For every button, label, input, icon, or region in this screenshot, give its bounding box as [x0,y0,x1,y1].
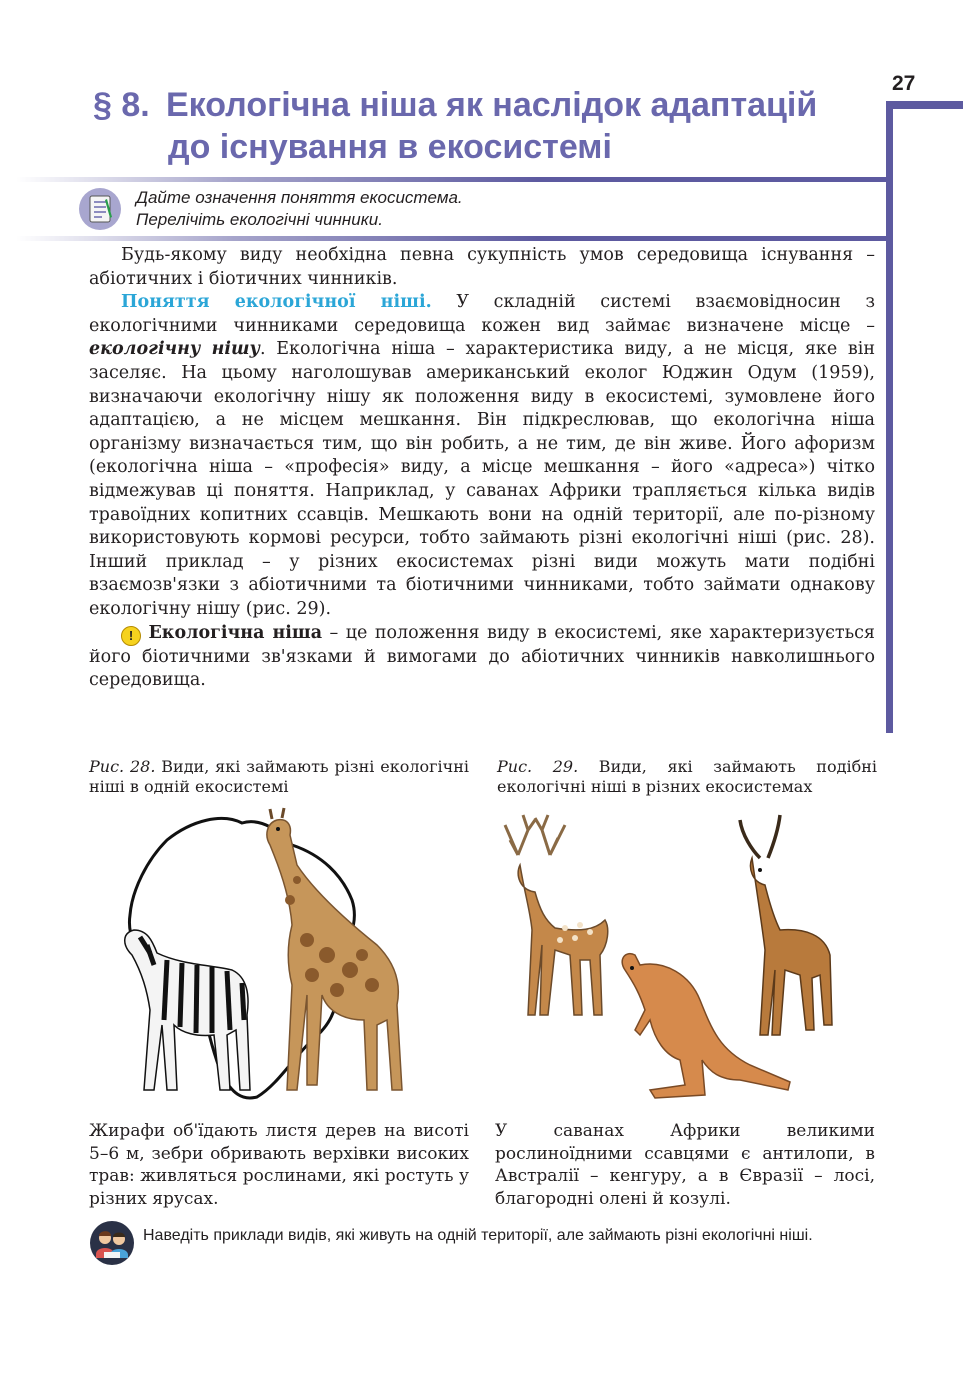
paragraph-definition [89,622,875,693]
corner-bar-horizontal [886,101,963,109]
figure-28-illustration [92,805,470,1105]
divider-top [16,177,886,182]
page-number: 27 [892,72,916,95]
review-question-1: Дайте означення поняття екосистема. [136,188,463,207]
section-title [93,84,873,168]
review-questions [136,187,463,231]
paragraph-niche-part-1: У складній системі взаємовідносин з екологічними чинниками середовища кожен вид займає визначене місце – [89,292,875,336]
checklist-icon [78,187,122,231]
figure-29-caption [497,757,877,797]
figure-29-illustration [490,810,880,1110]
title-line-1: Екологічна ніша як наслідок адаптацій [166,86,818,124]
antelope-icon [740,815,832,1035]
discussion-task: Наведіть приклади видів, які живуть на одній території, але займають різні екологічні ніші. [143,1227,813,1244]
subheading-niche: Поняття екологічної ніші. [121,292,432,313]
deer-icon [505,815,608,1015]
title-line-2: до існування в екосистемі [168,128,612,166]
discussion-icon [89,1220,135,1266]
term-ecological-niche: екологічну нішу [89,339,260,360]
paragraph-niche [89,291,875,621]
paragraph-intro: Будь-якому виду необхідна певна сукупність умов середовища існування – абіотичних і біотичних чинників. [89,245,875,289]
main-text [89,244,875,693]
figure-28-caption-text: Види, які займають різні екологічні ніші в одній екосистемі [89,757,469,796]
section-symbol: § 8. [93,86,150,124]
figure-28-caption [89,757,469,797]
divider-bottom [16,236,886,241]
paragraph-niche-part-2: . Екологічна ніша – характеристика виду, а не місця, яке він заселяє. На цьому наголошував американський еколог Юджин Одум (1959), визначаючи екологічну нішу як положення виду в екосистемі, зумовлене його адаптацією, а не місцем мешкання. Він підкреслював, що екологічна ніша організму визначається тим, що він робить, а не тим, де він живе. Його афоризм (екологічна ніша – «професія» виду, а місце мешкання – його «адреса») чітко відмежував ці поняття. Наприклад, у саванах Африки трапляється кілька видів травоїдних копитних ссавців. Мешкають вони на одній території, але по-різному використовують кормові ресурси, тобто займають різні екологічні ніші (рис. 28). Інший приклад – у різних екосистемах різні види можуть мати подібні взаємозв'язки з абіотичними та біотичними чинниками, тобто займати однакову екологічну нішу (рис. 29). [89,339,876,619]
definition-text: – це положення виду в екосистемі, яке характеризується його біотичними зв'язками й вимогами до абіотичних чинників навколишнього середовища. [89,622,875,691]
definition-term: Екологічна ніша [148,622,323,643]
figure-29-label: Рис. 29. [497,757,579,776]
figure-28-label: Рис. 28. [89,757,156,776]
exclamation-icon [121,626,141,646]
figure-29-description: У саванах Африки великими рослиноїдними ссавцями є антилопи, в Австралії – кенгуру, а в Євразії – лосі, благородні олені й козулі. [495,1121,875,1209]
figure-28-description: Жирафи об'їдають листя дерев на висоті 5–6 м, зебри обривають верхівки високих трав: живляться рослинами, які ростуть у різних ярусах. [89,1121,469,1209]
figure-29-caption-text: Види, які займають подібні екологічні ніші в різних екосистемах [497,757,877,796]
review-question-2: Перелічіть екологічні чинники. [136,210,383,229]
corner-bar-vertical [886,101,893,733]
